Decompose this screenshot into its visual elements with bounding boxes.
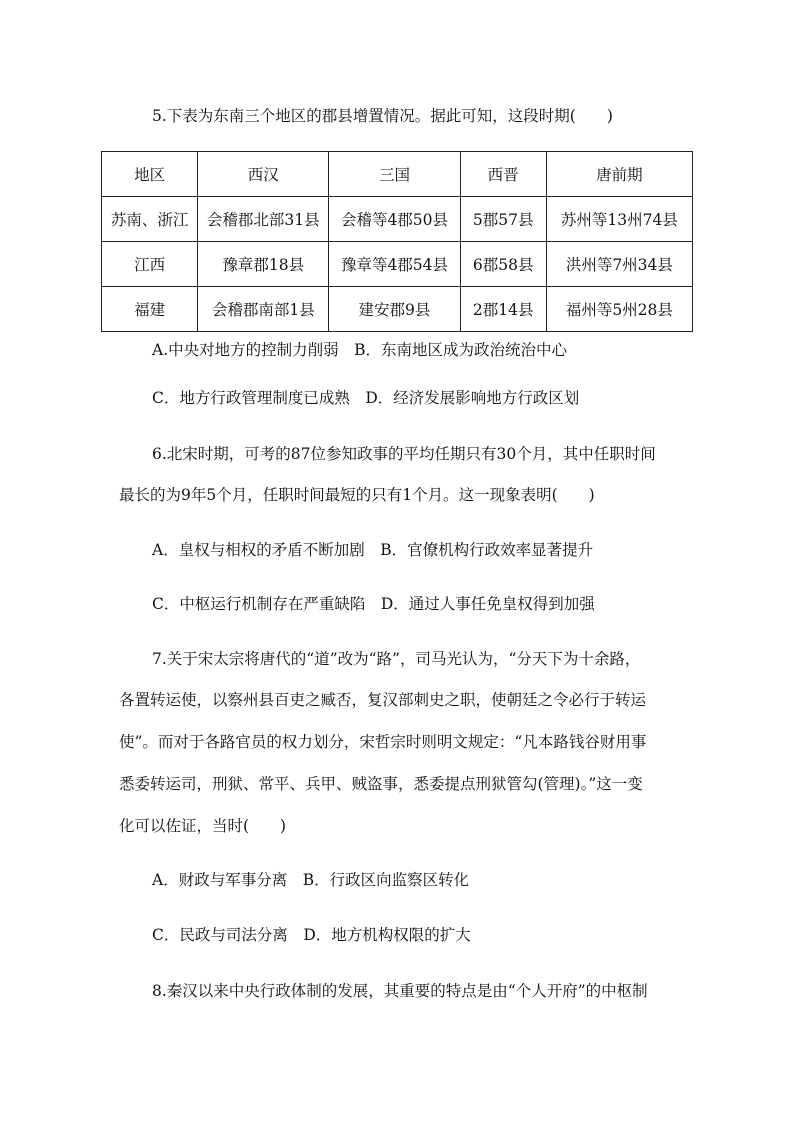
table-cell: 江西 <box>102 242 198 287</box>
table-cell: 会稽等4郡50县 <box>329 197 460 242</box>
q7-stem-line-4: 悉委转运司，刑狱、常平、兵甲、贼盗事，悉委提点刑狱管勾(管理)。”这一变 <box>119 775 643 793</box>
q6-stem-line-1: 6.北宋时期，可考的87位参知政事的平均任期只有30个月，其中任职时间 <box>152 445 656 463</box>
table-cell: 会稽郡南部1县 <box>198 287 329 332</box>
table-header-cell: 西晋 <box>460 152 546 197</box>
table-header-row <box>102 152 693 197</box>
q7-options-ab: A．财政与军事分离 B．行政区向监察区转化 <box>152 871 470 889</box>
table-cell: 5郡57县 <box>460 197 546 242</box>
q7-stem-line-3: 使”。而对于各路官员的权力划分，宋哲宗时则明文规定：“凡本路钱谷财用事 <box>119 733 647 751</box>
q6-options-cd: C．中枢运行机制存在严重缺陷 D．通过人事任免皇权得到加强 <box>152 595 595 613</box>
q5-options-ab: A.中央对地方的控制力削弱 B．东南地区成为政治统治中心 <box>152 341 568 359</box>
table-header-cell: 三国 <box>329 152 460 197</box>
q8-stem-line-1: 8.秦汉以来中央行政体制的发展，其重要的特点是由“个人开府”的中枢制 <box>152 982 648 1000</box>
table-row <box>102 287 693 332</box>
table-cell: 会稽郡北部31县 <box>198 197 329 242</box>
table-header-cell: 地区 <box>102 152 198 197</box>
table-header-cell: 唐前期 <box>546 152 692 197</box>
table-cell: 苏州等13州74县 <box>546 197 692 242</box>
q5-options-cd: C．地方行政管理制度已成熟 D．经济发展影响地方行政区划 <box>152 389 580 407</box>
table-row <box>102 242 693 287</box>
q7-stem-line-2: 各置转运使，以察州县百吏之臧否，复汉部刺史之职，使朝廷之令必行于转运 <box>119 691 647 709</box>
q7-stem-line-1: 7.关于宋太宗将唐代的“道”改为“路”，司马光认为，“分天下为十余路， <box>152 650 641 668</box>
table-row <box>102 197 693 242</box>
table-cell: 洪州等7州34县 <box>546 242 692 287</box>
table-cell: 建安郡9县 <box>329 287 460 332</box>
table-cell: 福建 <box>102 287 198 332</box>
table-cell: 豫章郡18县 <box>198 242 329 287</box>
table-cell: 豫章等4郡54县 <box>329 242 460 287</box>
table-cell: 苏南、浙江 <box>102 197 198 242</box>
q5-stem: 5.下表为东南三个地区的郡县增置情况。据此可知，这段时期( ) <box>152 107 613 125</box>
table-cell: 6郡58县 <box>460 242 546 287</box>
q7-stem-line-5: 化可以佐证，当时( ) <box>119 817 287 835</box>
table-header-cell: 西汉 <box>198 152 329 197</box>
q6-options-ab: A．皇权与相权的矛盾不断加剧 B．官僚机构行政效率显著提升 <box>152 541 594 559</box>
county-table <box>101 151 693 332</box>
q7-options-cd: C．民政与司法分离 D．地方机构权限的扩大 <box>152 926 471 944</box>
table-cell: 福州等5州28县 <box>546 287 692 332</box>
q6-stem-line-2: 最长的为9年5个月，任职时间最短的只有1个月。这一现象表明( ) <box>119 486 595 504</box>
table-cell: 2郡14县 <box>460 287 546 332</box>
